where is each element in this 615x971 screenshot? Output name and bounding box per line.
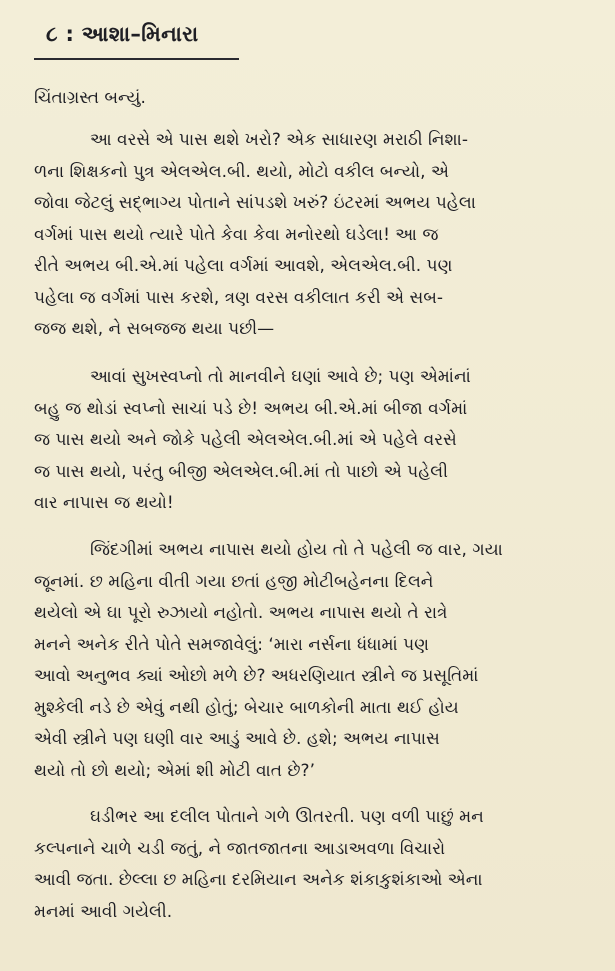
text-line: ળના શિક્ષકનો પુત્ર એલએલ.બી. થયો, મોટો વકીલ બન્યો, એ: [34, 161, 449, 182]
paragraph-continuation: [34, 83, 582, 115]
text-line: આ વરસે એ પાસ થશે ખરો? એક સાધારણ મરાઠી નિશા-: [90, 130, 468, 150]
text-line: જૂનમાં. છ મહિના વીતી ગયા છતાં હજી મોટીબહેનના દિલને: [34, 571, 434, 592]
text-line: મુશ્કેલી નડે છે એવું નથી હોતું; બેચાર બાળકોની માતા થઈ હોય: [34, 697, 459, 718]
text-line: એવી સ્ત્રીને પણ ઘણી વાર આડું આવે છે. હશે; અભય નાપાસ: [34, 729, 440, 749]
text-line: થયેલો એ ઘા પૂરો રુઝાયો નહોતો. અભય નાપાસ થયો તે રાત્રે: [34, 603, 448, 623]
header-rule: [34, 58, 239, 60]
text-line: થયો તો છો થયો; એમાં શી મોટી વાત છે?’: [34, 760, 315, 781]
text-line: મનને અનેક રીતે પોતે સમજાવેલું: ‘મારા નર્સના ધંધામાં પણ: [34, 634, 429, 655]
paragraph-3: [34, 535, 582, 787]
text-line: વાર નાપાસ જ થયો!: [34, 493, 174, 513]
text-line: પહેલા જ વર્ગમાં પાસ કરશે, ત્રણ વરસ વકીલાત કરી એ સબ-: [34, 287, 444, 308]
text-line: આવી જતા. છેલ્લા છ મહિના દરમિયાન અનેક શંકાકુશંકાઓ એના: [34, 870, 483, 890]
text-line: જજ થશે, ને સબજજ થયા પછી—: [34, 319, 275, 339]
text-line: બહુ જ થોડાં સ્વપ્નો સાચાં પડે છે! અભય બી.એ.માં બીજા વર્ગમાં: [34, 398, 468, 419]
paragraph-4: [34, 802, 582, 928]
paragraph-2: [34, 362, 582, 520]
text-line: જ પાસ થયો, પરંતુ બીજી એલએલ.બી.માં તો પાછો એ પહેલી: [34, 461, 449, 482]
text-line: ઘડીભર આ દલીલ પોતાને ગળે ઊતરતી. પણ વળી પાછું મન: [90, 807, 484, 827]
text-line: જ પાસ થયો અને જોકે પહેલી એલએલ.બી.માં એ પહેલે વરસે: [34, 430, 457, 450]
text-line: જોવા જેટલું સદ્ભાગ્ય પોતાને સાંપડશે ખરું? ઇંટરમાં અભય પહેલા: [34, 193, 476, 213]
text-line: રીતે અભય બી.એ.માં પહેલા વર્ગમાં આવશે, એલએલ.બી. પણ: [34, 256, 453, 276]
text-line: ચિંતાગ્રસ્ત બન્યું.: [34, 88, 146, 108]
text-line: આવો અનુભવ ક્યાં ઓછો મળે છે? અધરણિયાત સ્ત્રીને જ પ્રસૂતિમાં: [34, 666, 479, 686]
paragraph-1: [34, 125, 582, 346]
running-header: ૮ : આશા–મિનારા: [46, 22, 199, 46]
text-line: વર્ગમાં પાસ થયો ત્યારે પોતે કેવા કેવા મનોરથો ઘડેલા! આ જ: [34, 224, 439, 245]
text-line: મનમાં આવી ગયેલી.: [34, 901, 173, 922]
text-line: આવાં સુખસ્વપ્નો તો માનવીને ઘણાં આવે છે; પણ એમાંનાં: [90, 367, 471, 387]
text-line: જિંદગીમાં અભય નાપાસ થયો હોય તો તે પહેલી જ વાર, ગયા: [90, 540, 503, 560]
text-line: કલ્પનાને ચાળે ચડી જતું, ને જાતજાતના આડાઅવળા વિચારો: [34, 838, 446, 859]
